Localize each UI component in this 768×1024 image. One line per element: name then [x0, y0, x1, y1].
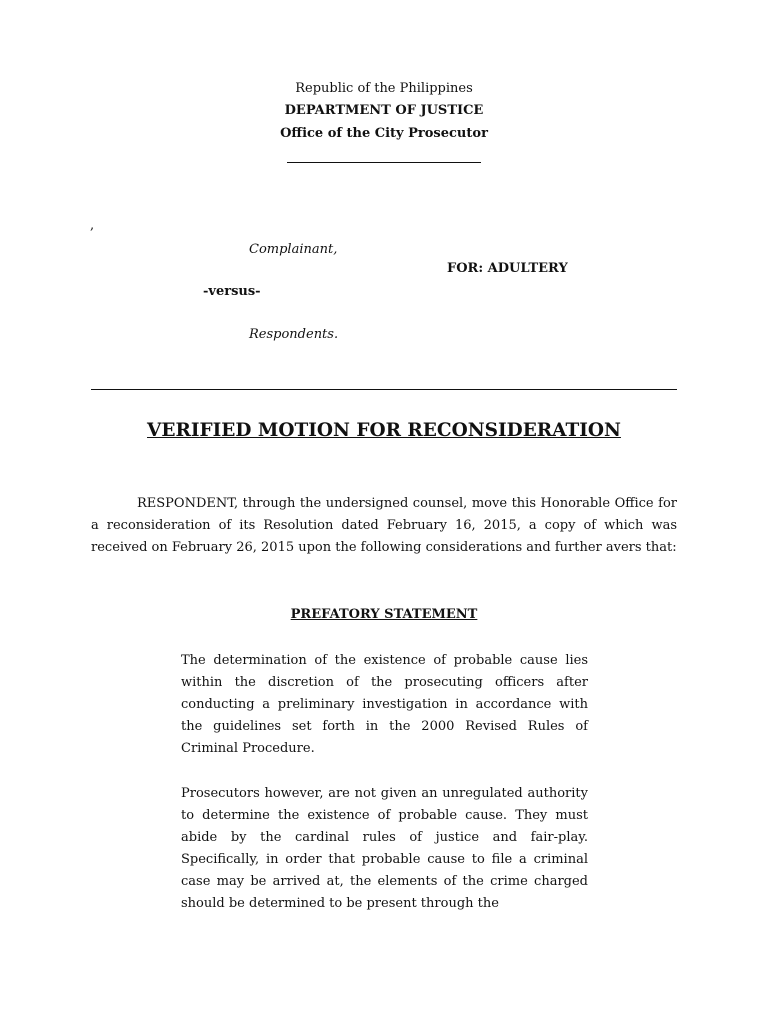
respondents-label: Respondents. — [249, 327, 339, 342]
caption-divider — [91, 389, 677, 390]
header-underline — [287, 162, 481, 163]
versus-label: -versus- — [203, 284, 261, 299]
header-office: Office of the City Prosecutor — [280, 126, 488, 141]
charge-label: FOR: ADULTERY — [447, 261, 568, 276]
section-heading: PREFATORY STATEMENT — [290, 607, 478, 622]
block-paragraph-1: The determination of the existence of probable cause lies within the discretion of the prosecuting officers after conducting a preliminary investigation in accordance with the guidelines set forth in the 2000 Revised Rules of Criminal Procedure. — [181, 653, 588, 756]
header-republic: Republic of the Philippines — [295, 81, 473, 96]
block-paragraph-2: Prosecutors however, are not given an unregulated authority to determine the existence of probable cause. They must abide by the cardinal rules of justice and fair-play. Specifically, in order that probable cause to file a criminal case may be arrived at, the elements of the crime charged should be determined to be present through the — [181, 786, 588, 911]
complainant-name-blank: , — [90, 218, 95, 233]
complainant-label: Complainant, — [249, 242, 338, 257]
intro-paragraph: RESPONDENT, through the undersigned counsel, move this Honorable Office for a reconsideration of its Resolution dated February 16, 2015, a copy of which was received on February 26, 2015 upon the following considerations and further avers that: — [91, 496, 677, 555]
document-title: VERIFIED MOTION FOR RECONSIDERATION — [147, 420, 621, 441]
header-department: DEPARTMENT OF JUSTICE — [284, 103, 484, 118]
